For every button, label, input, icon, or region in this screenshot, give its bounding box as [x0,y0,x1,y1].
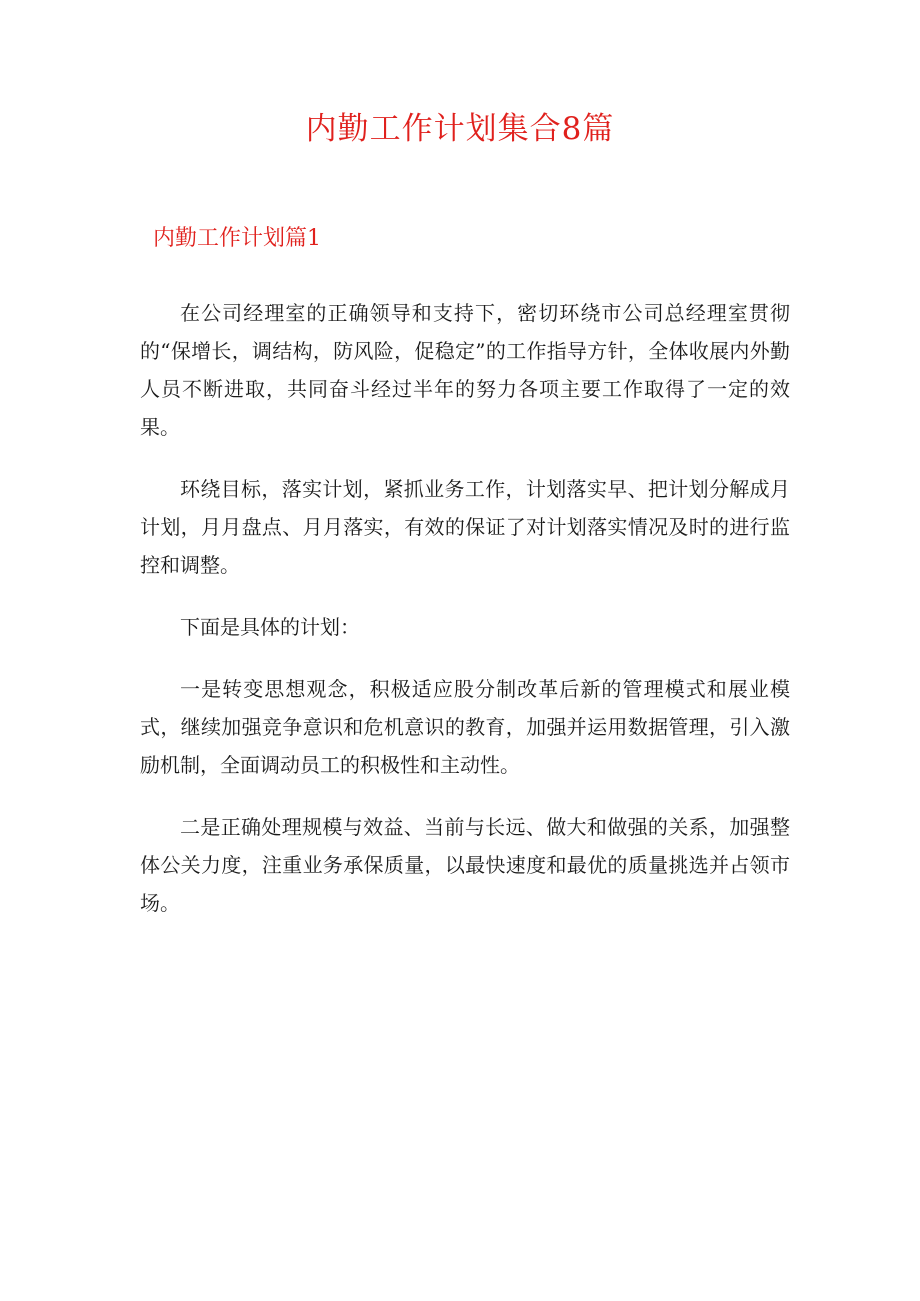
section-heading: 内勤工作计划篇1 [153,226,321,251]
paragraph-plan-lead: 下面是具体的计划： [180,615,360,639]
paragraph-plan-item-1: 一是转变思想观念，积极适应股分制改革后新的管理模式和展业模式，继续加强竞争意识和危机意识的教育，加强并运用数据管理，引入激励机制，全面调动员工的积极性和主动性。 [140,677,790,777]
paragraph-goals: 环绕目标，落实计划，紧抓业务工作，计划落实早、把计划分解成月计划，月月盘点、月月落实，有效的保证了对计划落实情况及时的进行监控和调整。 [140,477,790,577]
document-body [140,294,790,946]
document-title: 内勤工作计划集合8篇 [305,111,615,147]
paragraph-plan-item-2: 二是正确处理规模与效益、当前与长远、做大和做强的关系，加强整体公关力度，注重业务承保质量，以最快速度和最优的质量挑选并占领市场。 [140,815,790,915]
paragraph-intro: 在公司经理室的正确领导和支持下，密切环绕市公司总经理室贯彻的“保增长，调结构，防风险，促稳定”的工作指导方针，全体收展内外勤人员不断进取，共同奋斗经过半年的努力各项主要工作取得了一定的效果。 [140,301,790,439]
